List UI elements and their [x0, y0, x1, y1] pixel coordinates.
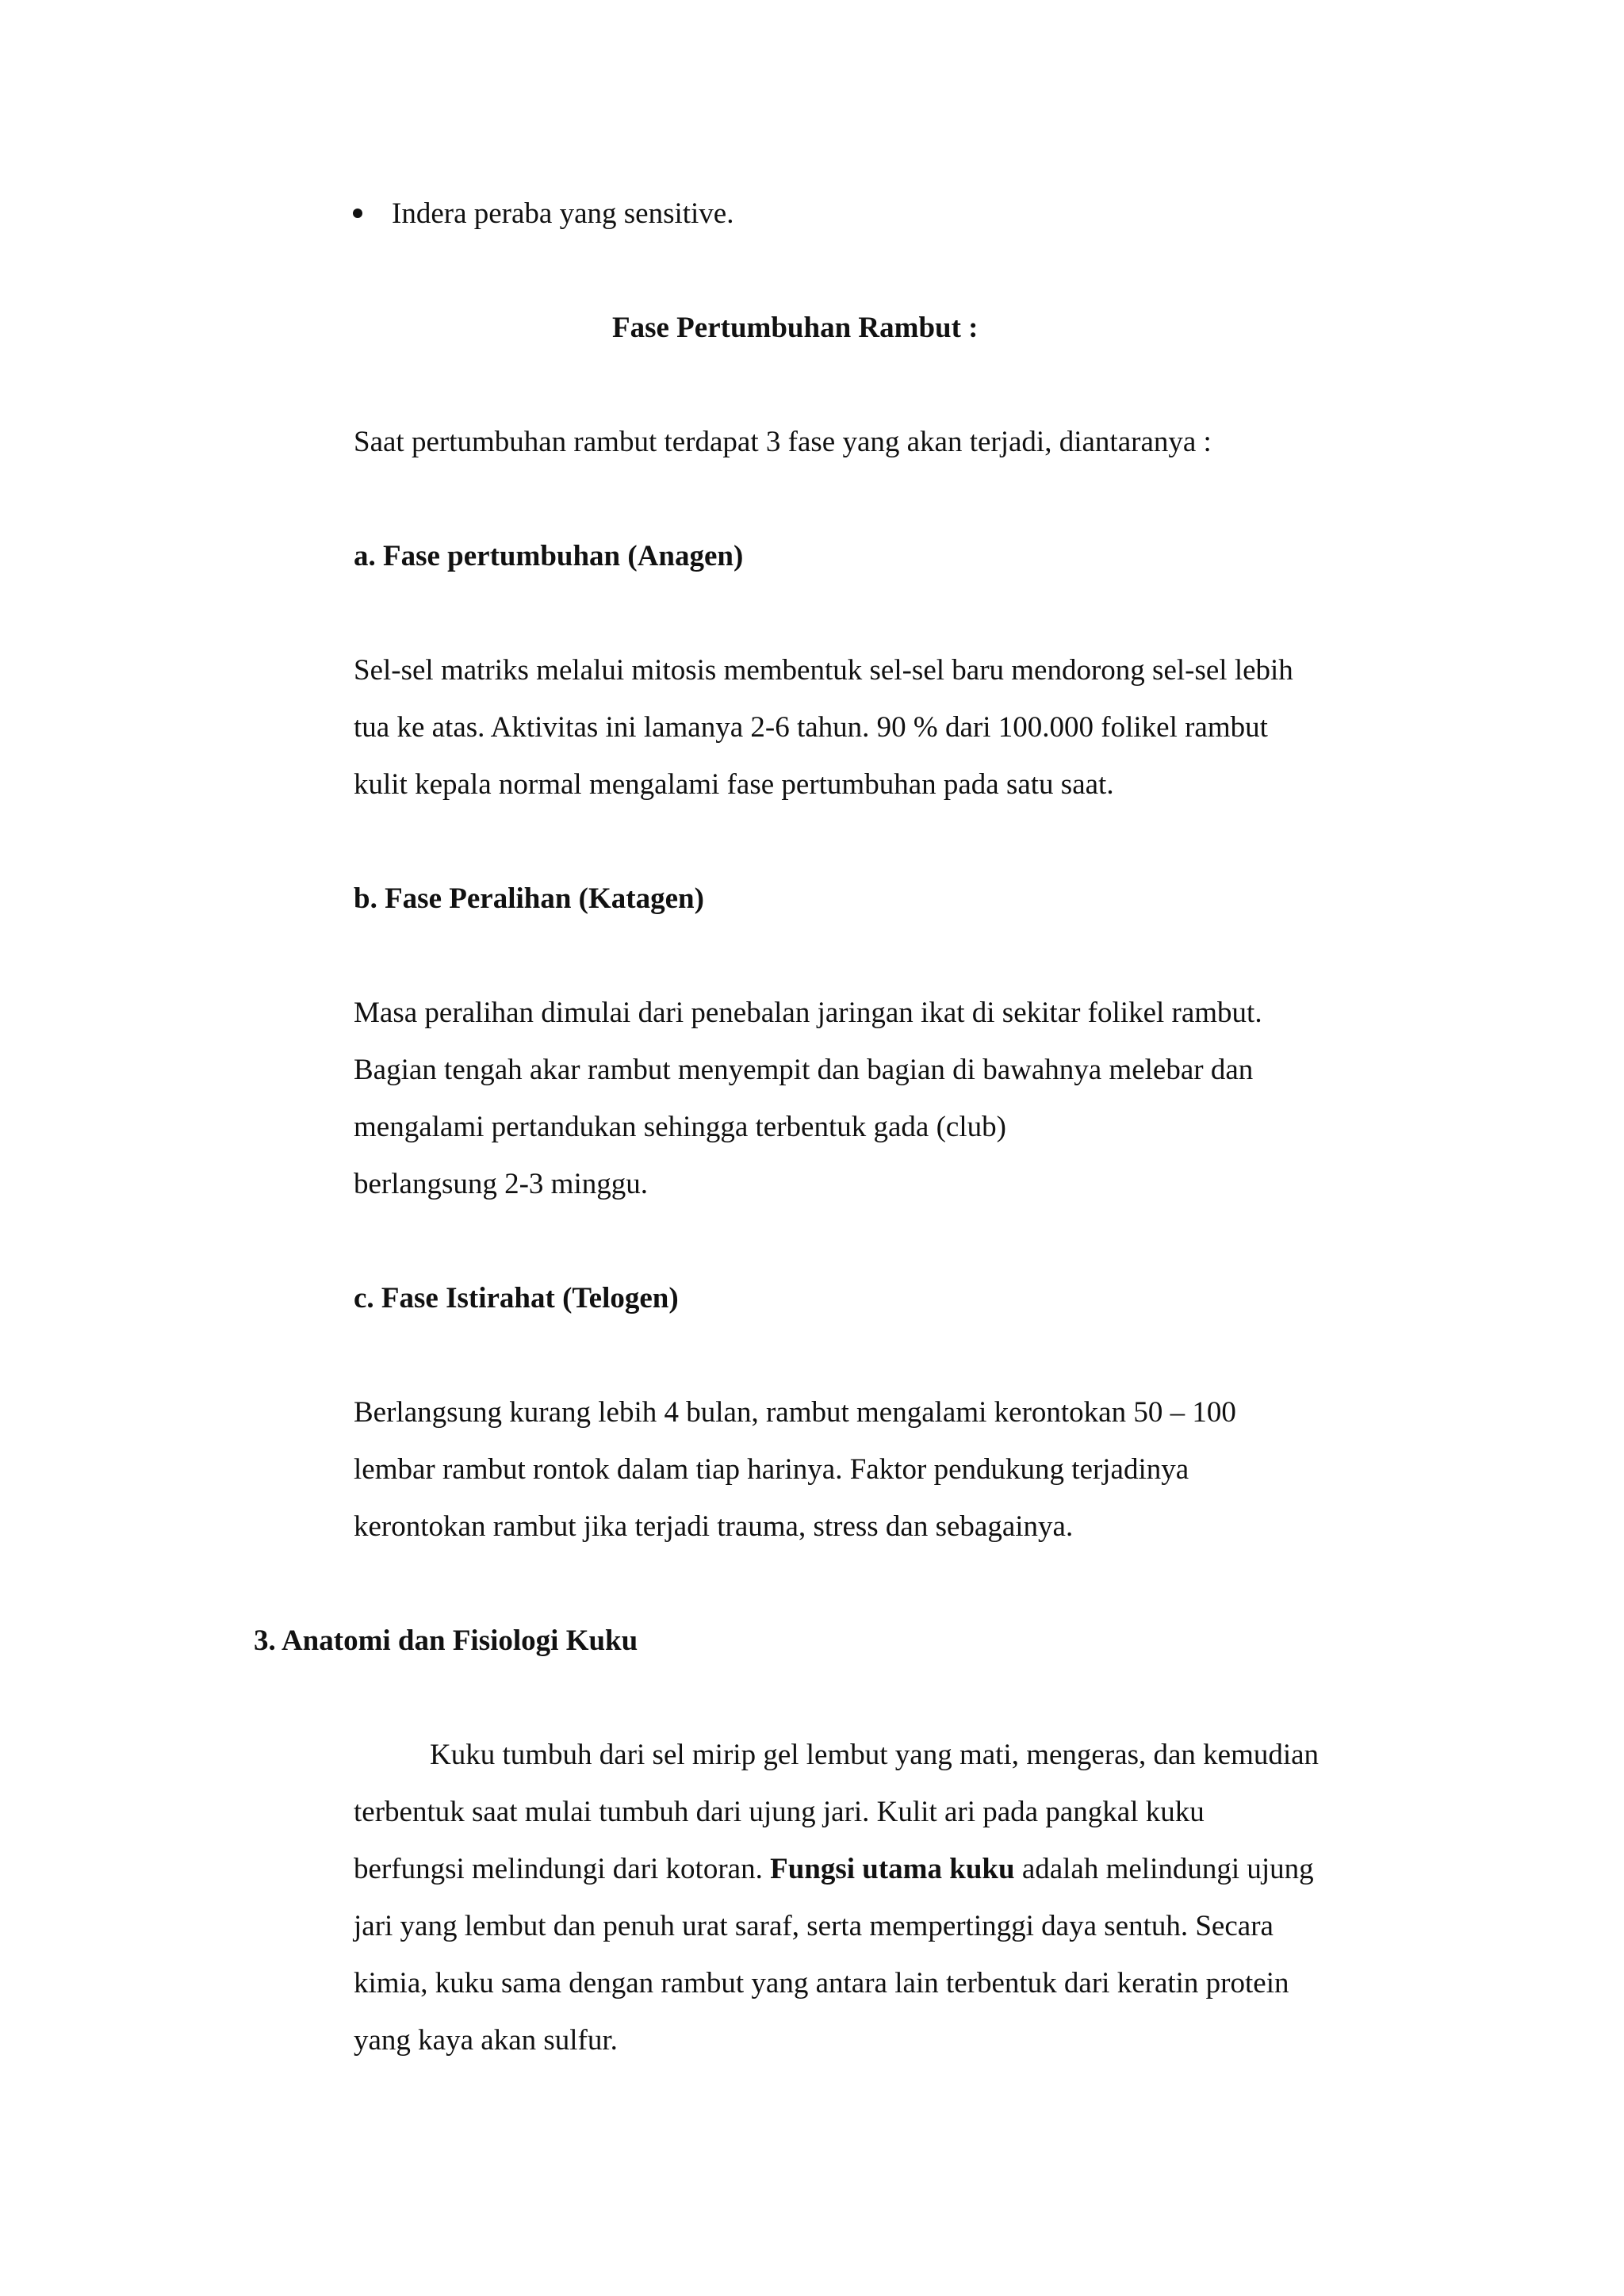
phase-a-line: kulit kepala normal mengalami fase pertumbuhan pada satu saat. — [354, 768, 1114, 801]
bullet-item-text: Indera peraba yang sensitive. — [392, 197, 734, 230]
section3-line: Kuku tumbuh dari sel mirip gel lembut yang mati, mengeras, dan kemudian — [430, 1739, 1320, 1771]
section3-text: berfungsi melindungi dari kotoran. — [354, 1853, 771, 1885]
phase-b-line: Bagian tengah akar rambut menyempit dan bagian di bawahnya melebar dan — [354, 1054, 1254, 1086]
phase-c-line: Berlangsung kurang lebih 4 bulan, rambut mengalami kerontokan 50 – 100 — [354, 1396, 1236, 1429]
phase-b-line: mengalami pertandukan sehingga terbentuk gada (club) — [354, 1111, 1006, 1143]
phase-c-heading: c. Fase Istirahat (Telogen) — [354, 1282, 679, 1314]
section-title: Fase Pertumbuhan Rambut : — [612, 312, 979, 344]
phase-b-heading: b. Fase Peralihan (Katagen) — [354, 882, 704, 915]
section3-line: yang kaya akan sulfur. — [354, 2024, 618, 2057]
phase-b-line: berlangsung 2-3 minggu. — [354, 1168, 648, 1200]
phase-a-line: Sel-sel matriks melalui mitosis membentuk sel-sel baru mendorong sel-sel lebih — [354, 654, 1293, 687]
phase-b-line: Masa peralihan dimulai dari penebalan jaringan ikat di sekitar folikel rambut. — [354, 997, 1262, 1029]
section3-line: terbentuk saat mulai tumbuh dari ujung jari. Kulit ari pada pangkal kuku — [354, 1796, 1205, 1828]
phase-c-line: kerontokan rambut jika terjadi trauma, stress dan sebagainya. — [354, 1510, 1074, 1543]
phase-a-line: tua ke atas. Aktivitas ini lamanya 2-6 tahun. 90 % dari 100.000 folikel rambut — [354, 711, 1268, 744]
section3-line: kimia, kuku sama dengan rambut yang antara lain terbentuk dari keratin protein — [354, 1967, 1289, 1999]
phase-a-heading: a. Fase pertumbuhan (Anagen) — [354, 540, 744, 572]
bullet-marker — [353, 209, 362, 218]
section3-heading: 3. Anatomi dan Fisiologi Kuku — [254, 1624, 638, 1657]
section3-line: jari yang lembut dan penuh urat saraf, serta mempertinggi daya sentuh. Secara — [354, 1910, 1274, 1942]
phase-c-line: lembar rambut rontok dalam tiap harinya. Faktor pendukung terjadinya — [354, 1453, 1189, 1486]
intro-paragraph: Saat pertumbuhan rambut terdapat 3 fase yang akan terjadi, diantaranya : — [354, 426, 1212, 458]
emphasis-text: Fungsi utama kuku — [770, 1853, 1015, 1885]
section3-line-with-emphasis — [354, 1852, 1314, 1887]
section3-text: adalah melindungi ujung — [1014, 1853, 1314, 1885]
